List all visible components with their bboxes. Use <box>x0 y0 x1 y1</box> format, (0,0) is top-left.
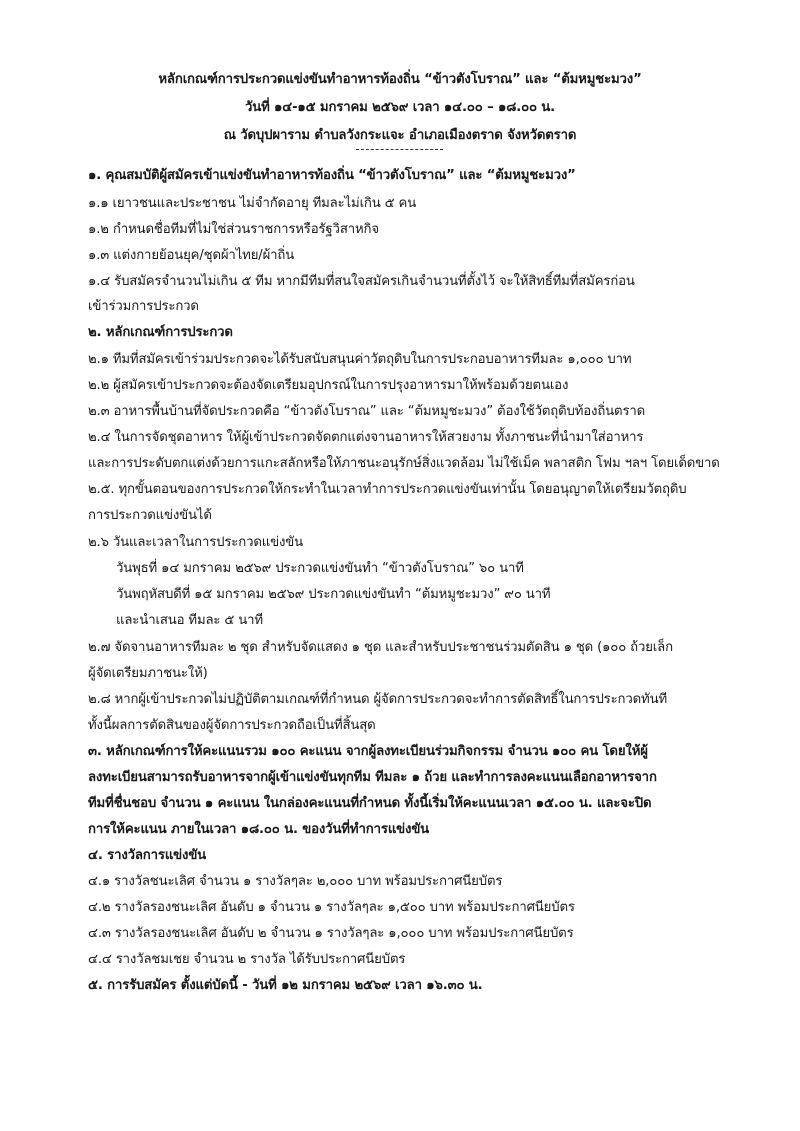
separator-line <box>356 149 443 150</box>
prize-item: ๔.๑ รางวัลชนะเลิศ จำนวน ๑ รางวัลๆละ ๒,๐๐๐ บาท พร้อมประกาศนียบัตร <box>88 874 503 889</box>
venue-line: ณ วัดบุปผาราม ตำบลวังกระแจะ อำเภอเมืองตราด จังหวัดตราด <box>223 128 577 143</box>
section-3-paragraph: ทีมที่ชื่นชอบ จำนวน ๑ คะแนน ในกล่องคะแนนที่กำหนด ทั้งนี้เริ่มให้คะแนนเวลา ๑๕.๐๐ น. และจะปิด <box>88 796 652 811</box>
section-5-heading: ๕. การรับสมัคร ตั้งแต่บัดนี้ - วันที่ ๑๒ มกราคม ๒๕๖๙ เวลา ๑๖.๓๐ น. <box>88 978 483 993</box>
section-4-heading: ๔. รางวัลการแข่งขัน <box>88 848 207 863</box>
prize-item: ๔.๓ รางวัลรองชนะเลิศ อันดับ ๒ จำนวน ๑ รางวัลๆละ ๑,๐๐๐ บาท พร้อมประกาศนียบัตร <box>88 926 574 941</box>
section-2-item-continued: และการประดับตกแต่งด้วยการแกะสลักหรือให้ภาชนะอนุรักษ์สิ่งแวดล้อม ไม่ใช้เม็ค พลาสติก โฟม ฯลฯ โดยเด็ดขาด <box>88 456 720 471</box>
prize-item: ๔.๒ รางวัลรองชนะเลิศ อันดับ ๑ จำนวน ๑ รางวัลๆละ ๑,๕๐๐ บาท พร้อมประกาศนียบัตร <box>88 900 575 915</box>
section-1-item: ๑.๔ รับสมัครจำนวนไม่เกิน ๕ ทีม หากมีทีมที่สนใจสมัครเกินจำนวนที่ตั้งไว้ จะให้สิทธิ์ทีมที่สมัครก่อน <box>88 274 635 289</box>
section-1-item: ๑.๑ เยาวชนและประชาชน ไม่จำกัดอายุ ทีมละไม่เกิน ๕ คน <box>88 196 417 211</box>
section-2-item: ๒.๘ หากผู้เข้าประกวดไม่ปฏิบัติตามเกณฑ์ที่กำหนด ผู้จัดการประกวดจะทำการตัดสิทธิ์ในการประกวดทันที <box>88 692 667 707</box>
schedule-line: วันพฤหัสบดีที่ ๑๕ มกราคม ๒๕๖๙ ประกวดแข่งขันทำ “ต้มหมูชะมวง” ๙๐ นาที <box>116 587 551 602</box>
section-2-item-continued: การประกวดแข่งขันได้ <box>88 508 212 523</box>
section-2-item: ๒.๑ ทีมที่สมัครเข้าร่วมประกวดจะได้รับสนับสนุนค่าวัตถุดิบในการประกอบอาหารทีมละ ๑,๐๐๐ บาท <box>88 352 632 367</box>
section-1-heading: ๑. คุณสมบัติผู้สมัครเข้าแข่งขันทำอาหารท้องถิ่น “ข้าวตังโบราณ” และ “ต้มหมูชะมวง” <box>88 168 576 183</box>
section-2-item: ๒.๖ วันและเวลาในการประกวดแข่งขัน <box>88 535 303 550</box>
section-2-item: ๒.๓ อาหารพื้นบ้านที่จัดประกวดคือ “ข้าวตังโบราณ” และ “ต้มหมูชะมวง” ต้องใช้วัตถุดิบท้องถิ่นตราด <box>88 404 646 419</box>
section-1-item: ๑.๒ กำหนดชื่อทีมที่ไม่ใช่ส่วนราชการหรือรัฐวิสาหกิจ <box>88 222 379 237</box>
section-1-item: ๑.๓ แต่งกายย้อนยุค/ชุดผ้าไทย/ผ้าถิ่น <box>88 248 295 263</box>
section-2-heading: ๒. หลักเกณฑ์การประกวด <box>88 325 233 340</box>
schedule-line: วันพุธที่ ๑๔ มกราคม ๒๕๖๙ ประกวดแข่งขันทำ “ข้าวตังโบราณ” ๖๐ นาที <box>116 561 524 576</box>
section-3-paragraph: ๓. หลักเกณฑ์การให้คะแนนรวม ๑๐๐ คะแนน จากผู้ลงทะเบียนร่วมกิจกรรม จำนวน ๑๐๐ คน โดยให้ผู้ <box>88 744 648 759</box>
section-2-item-continued: ผู้จัดเตรียมภาชนะให้) <box>88 666 208 681</box>
schedule-line: และนำเสนอ ทีมละ ๕ นาที <box>116 613 263 628</box>
section-3-paragraph: ลงทะเบียนสามารถรับอาหารจากผู้เข้าแข่งขันทุกทีม ทีมละ ๑ ถ้วย และทำการลงคะแนนเลือกอาหารจาก <box>88 770 657 785</box>
section-1-item-continued: เข้าร่วมการประกวด <box>88 299 199 314</box>
section-2-item: ๒.๔ ในการจัดชุดอาหาร ให้ผู้เข้าประกวดจัดตกแต่งจานอาหารให้สวยงาม ทั้งภาชนะที่นำมาใส่อาหาร <box>88 430 644 445</box>
prize-item: ๔.๔ รางวัลชมเชย จำนวน ๒ รางวัล ได้รับประกาศนียบัตร <box>88 952 406 967</box>
section-2-item: ๒.๕. ทุกขั้นตอนของการประกวดให้กระทำในเวลาทำการประกวดแข่งขันเท่านั้น โดยอนุญาตให้เตรียมวัตถุดิบ <box>88 482 687 497</box>
date-line: วันที่ ๑๔-๑๕ มกราคม ๒๕๖๙ เวลา ๑๔.๐๐ – ๑๘.๐๐ น. <box>244 100 556 115</box>
section-3-paragraph: การให้คะแนน ภายในเวลา ๑๘.๐๐ น. ของวันที่ทำการแข่งขัน <box>88 822 430 837</box>
document-title: หลักเกณฑ์การประกวดแข่งขันทำอาหารท้องถิ่น “ข้าวตังโบราณ” และ “ต้มหมูชะมวง” <box>158 72 642 87</box>
section-2-item: ๒.๗ จัดจานอาหารทีมละ ๒ ชุด สำหรับจัดแสดง ๑ ชุด และสำหรับประชาชนร่วมตัดสิน ๑ ชุด (๑๐๐ ถ้วยเล็ก <box>88 640 673 655</box>
section-2-item: ๒.๒ ผู้สมัครเข้าประกวดจะต้องจัดเตรียมอุปกรณ์ในการปรุงอาหารมาให้พร้อมด้วยตนเอง <box>88 378 569 393</box>
section-2-item-continued: ทั้งนี้ผลการตัดสินของผู้จัดการประกวดถือเป็นที่สิ้นสุด <box>88 718 376 733</box>
